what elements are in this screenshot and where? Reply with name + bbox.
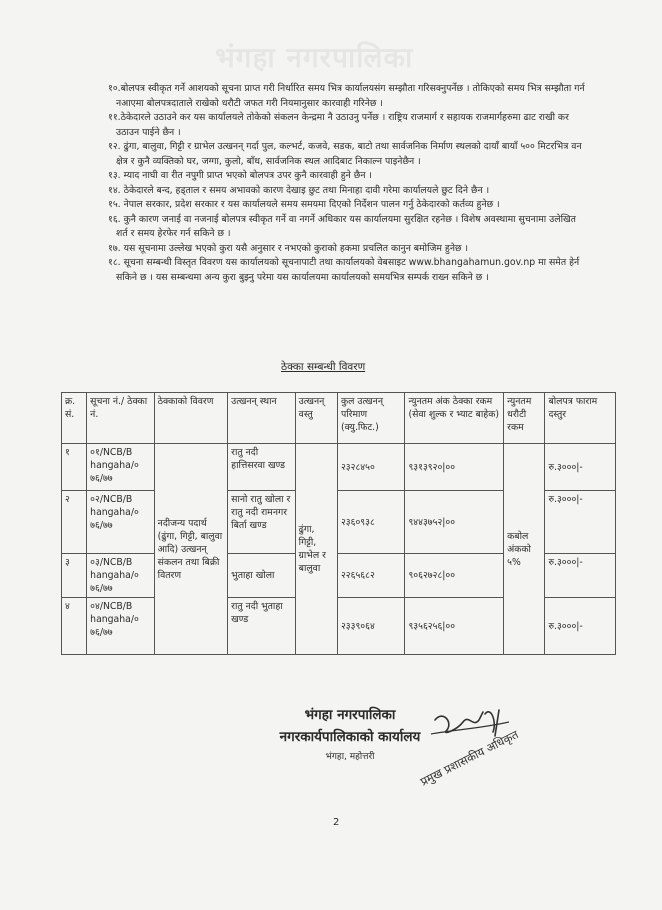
header-deposit: न्युनतम धरौटी रकम [504, 393, 545, 444]
header-min-amount: न्युनतम अंक ठेक्का रकम (सेवा शुल्क र भ्याट बाहेक) [405, 393, 504, 444]
header-description: ठेक्काको विवरण [154, 393, 228, 444]
cell-min-amount: ९४४३७५२|०० [405, 491, 504, 554]
header-serial: क्र. सं. [62, 393, 87, 444]
header-place: उत्खनन् स्थान [228, 393, 295, 444]
cell-quantity: २२६५६८२ [337, 554, 404, 598]
clause-14: १४. ठेकेदारले बन्द, हड्ताल र समय अभावको कारण देखाइ छुट तथा मिनाहा दावी गरेमा कार्यालयले छुट दिने छैन । [108, 184, 490, 196]
clause-11: ११.ठेकेदारले उठाउने कर यस कार्यालयले तोकेको संकलन केन्द्रमा नै उठाउनु पर्नेछ । राष्ट्रिय राजमार्ग र सहायक राजमार्गहरुमा ढाट राखी कर उठाउन पाईने छैन । [108, 112, 569, 138]
municipality-name: भंगहा नगरपालिका [304, 707, 396, 723]
clause-13: १३. म्याद नाघी वा रीत नपुगी प्राप्त भएको बोलपत्र उपर कुनै कारवाही हुने छैन । [108, 170, 372, 181]
cell-quantity: २३२८४५० [337, 444, 404, 491]
cell-serial: १ [62, 444, 87, 491]
cell-min-amount: ९०६२७२८|०० [405, 554, 504, 598]
clause-12: १२. ढुंगा, बालुवा, गिट्टी र ग्राभेल उत्खनन् गर्दा पुल, कल्भर्ट, कजवे, सडक, बाटो तथा सार्वजनिक निर्माण स्थलको दायाँ बायाँ ५०० मिटरभित्र वन क्षेत्र र कुनै व्यक्तिको घर, जग्गा, कुलो, बाँध, सार्वजनिक स्थल आदिबाट निकाल्न पाइनेछैन । [108, 141, 582, 167]
cell-form-fee: रु.३०००|- [545, 554, 616, 598]
stamp-text: प्रमुख प्रशासकीय अधिकृत [418, 727, 521, 789]
clause-16: १६. कुनै कारण जनाई वा नजनाई बोलपत्र स्वीकृत गर्ने वा नगर्ने अधिकार यस कार्यालयमा सुरक्षित रहनेछ । विशेष अवस्थामा सुचनामा उलेखित शर्त र समय हेरफेर गर्न सकिने छ । [108, 213, 576, 239]
section-title: ठेक्का सम्बन्धी विवरण [281, 361, 366, 373]
watermark-heading: भंगहा नगरपालिका [215, 41, 414, 74]
cell-place: रातु नदी भुताहा खण्ड [228, 598, 295, 655]
cell-place: सानो रातु खोला र रातु नदी रामनगर बिर्ता खण्ड [228, 491, 295, 554]
cell-serial: २ [62, 491, 87, 554]
cell-place: रातु नदी हात्तिसरवा खण्ड [228, 444, 295, 491]
clause-17: १७. यस सूचनामा उल्लेख भएको कुरा यसै अनुसार र नभएको कुराको हकमा प्रचलित कानुन बमोजिम हुनेछ । [108, 242, 468, 254]
header-form-fee: बोलपत्र फाराम दस्तुर [545, 393, 616, 444]
clause-15: १५. नेपाल सरकार, प्रदेश सरकार र यस कार्यालयले समय समयमा दिएको निर्देशन पालन गर्नु ठेकेदारको कर्तव्य हुनेछ । [108, 199, 500, 210]
header-quantity: कुल उत्खनन् परिमाण (क्यु.फिट.) [337, 393, 404, 444]
cell-notice-no: ०३/NCB/B hangaha/० ७६/७७ [87, 554, 154, 598]
cell-deposit: कबोल अंकको ५% [504, 444, 545, 655]
cell-notice-no: ०२/NCB/B hangaha/० ७६/७७ [87, 491, 154, 554]
cell-form-fee: रु.३०००|- [545, 491, 616, 554]
cell-material: ढुंगा, गिट्टी, ग्राभेल र बालुवा [295, 444, 337, 655]
cell-place: भुताहा खोला [228, 554, 295, 598]
cell-notice-no: ०१/NCB/B hangaha/० ७६/७७ [87, 444, 154, 491]
cell-serial: ३ [62, 554, 87, 598]
cell-quantity: २३३९०६४ [337, 598, 404, 655]
cell-quantity: २३६०९३८ [337, 491, 404, 554]
cell-notice-no: ०४/NCB/B hangaha/० ७६/७७ [87, 598, 154, 655]
terms-clauses [108, 82, 588, 285]
clause-18: १८. सूचना सम्बन्धी विस्तृत विवरण यस कार्यालयको सूचनापाटी तथा कार्यालयको वेबसाइट www.bhangahamun.gov.np मा समेत हेर्न सकिने छ । यस सम्बन्धमा अन्य कुरा बुझ्नु परेमा यस कार्यालयमा कार्यालयको समयभित्र सम्पर्क राख्न सकिने छ । [108, 257, 580, 283]
page-number: 2 [333, 817, 340, 828]
clause-10: १०.बोलपत्र स्वीकृत गर्ने आशयको सूचना प्राप्त गरी निर्धारित समय भित्र कार्यालयसंग सम्झौता गरिसक्नुपर्नेछ । तोकिएको समय भित्र सम्झौता गर्न नआएमा बोलपत्रदाताले राखेको धरौटी जफत गरी नियमानुसार कारवाही गरिनेछ । [108, 83, 585, 109]
cell-form-fee: रु.३०००|- [545, 444, 616, 491]
office-name: नगरकार्यपालिकाको कार्यालय [279, 729, 421, 745]
cell-min-amount: ९३५६२५६|०० [405, 598, 504, 655]
cell-serial: ४ [62, 598, 87, 655]
header-notice-no: सूचना नं./ ठेक्का नं. [87, 393, 154, 444]
contract-details-table [61, 392, 616, 655]
header-material: उत्खनन् वस्तु [295, 393, 337, 444]
signature-icon [413, 692, 573, 792]
cell-description: नदीजन्य पदार्थ (ढुंगा, गिट्टी, बालुवा आदि) उत्खनन् संकलन तथा बिक्री वितरण [154, 444, 228, 655]
cell-form-fee: रु.३०००|- [545, 598, 616, 655]
cell-min-amount: ९३१३९२०|०० [405, 444, 504, 491]
table-row [62, 444, 616, 491]
signature-stamp [413, 692, 573, 792]
table-header-row [62, 393, 616, 444]
office-address: भंगहा, महोत्तरी [325, 752, 375, 762]
